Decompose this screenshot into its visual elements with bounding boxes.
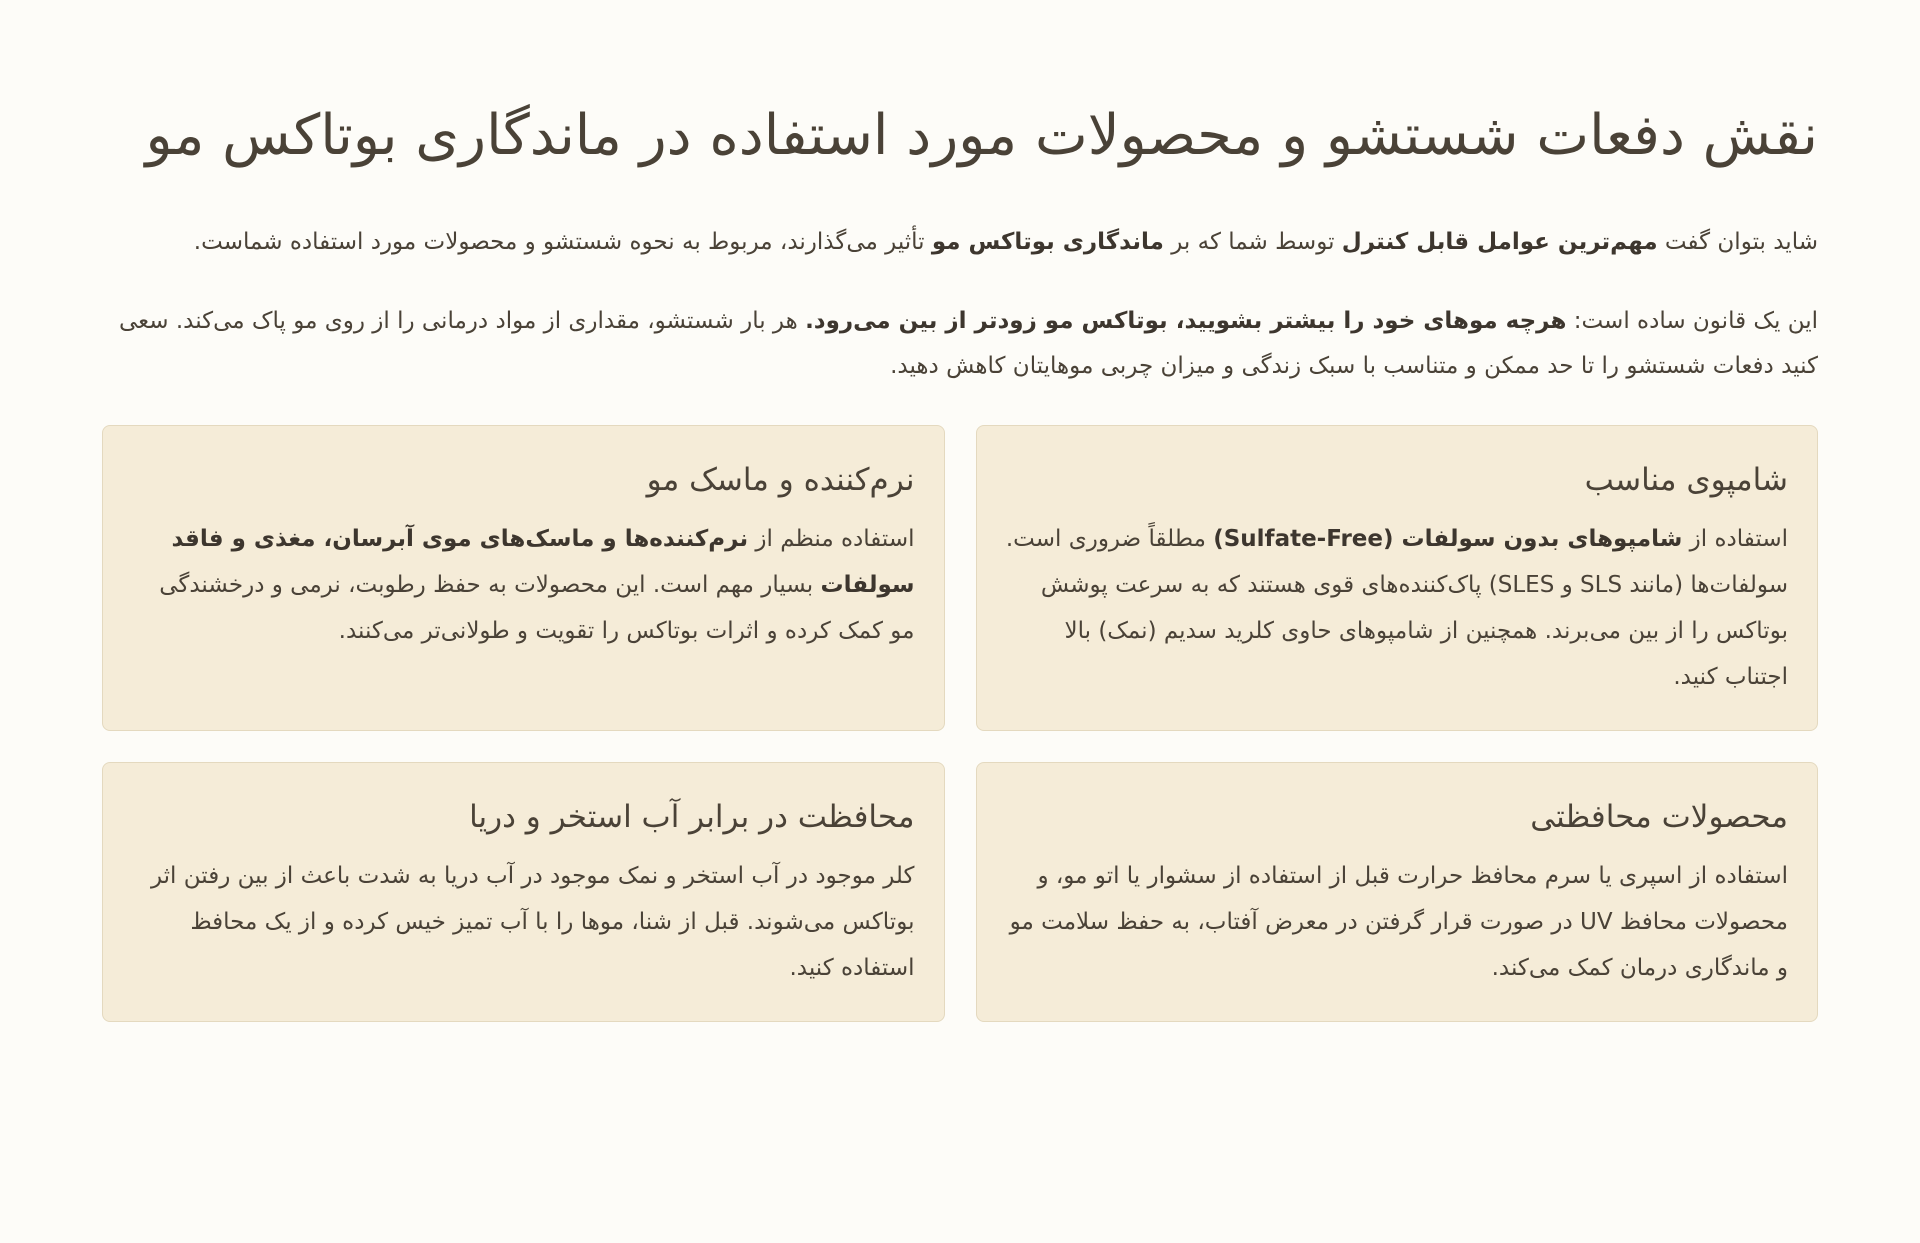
card-title: نرم‌کننده و ماسک مو <box>646 462 915 498</box>
bold-text: شامپوهای بدون سولفات (Sulfate-Free) <box>1213 526 1683 552</box>
text-segment: استفاده از اسپری یا سرم محافظ حرارت قبل از استفاده از سشوار یا اتو مو، و محصولات محافظ UV در صورت قرار گرفتن در معرض آفتاب، به حفظ سلامت مو و ماندگاری درمان کمک می‌کند. <box>1009 863 1788 981</box>
card-body <box>132 516 915 654</box>
card-body <box>1006 853 1789 991</box>
text-segment: استفاده منظم از <box>748 526 915 552</box>
rule-paragraph <box>102 299 1818 389</box>
text-segment: تأثیر می‌گذارند، مربوط به نحوه شستشو و محصولات مورد استفاده شماست. <box>193 229 932 255</box>
bold-text: مهم‌ترین عوامل قابل کنترل <box>1341 229 1658 255</box>
card-shampoo <box>976 425 1819 731</box>
bold-text: ماندگاری بوتاکس مو <box>931 229 1164 255</box>
text-segment: استفاده از <box>1682 526 1788 552</box>
article <box>102 88 1818 1022</box>
text-segment: توسط شما که بر <box>1163 229 1342 255</box>
text-segment: کلر موجود در آب استخر و نمک موجود در آب دریا به شدت باعث از بین رفتن اثر بوتاکس می‌شوند. قبل از شنا، موها را با آب تمیز خیس کرده و از یک محافظ استفاده کنید. <box>150 863 915 981</box>
text-segment: شاید بتوان گفت <box>1657 229 1818 255</box>
text-segment: این یک قانون ساده است: <box>1566 308 1818 334</box>
card-pool-sea-protection <box>102 762 945 1022</box>
tips-grid <box>102 425 1818 1022</box>
text-segment: بسیار مهم است. این محصولات به حفظ رطوبت، نرمی و درخشندگی مو کمک کرده و اثرات بوتاکس را تقویت و طولانی‌تر می‌کنند. <box>159 572 915 644</box>
card-protective-products <box>976 762 1819 1022</box>
intro-paragraph <box>102 220 1818 265</box>
text-segment: هر بار شستشو، مقداری از مواد درمانی را از روی مو پاک می‌کند. سعی کنید دفعات شستشو را تا حد ممکن و متناسب با سبک زندگی و میزان چربی موهایتان کاهش دهید. <box>119 308 1818 379</box>
text-segment: مطلقاً ضروری است. سولفات‌ها (مانند SLS و SLES) پاک‌کننده‌های قوی هستند که به سرعت پوشش بوتاکس را از بین می‌برند. همچنین از شامپوهای حاوی کلرید سدیم (نمک) بالا اجتناب کنید. <box>1005 526 1788 690</box>
card-title: محصولات محافظتی <box>1530 799 1788 835</box>
card-title: شامپوی مناسب <box>1584 462 1788 498</box>
page-title: نقش دفعات شستشو و محصولات مورد استفاده در ماندگاری بوتاکس مو <box>145 103 1818 168</box>
card-body <box>132 853 915 991</box>
bold-text: هرچه موهای خود را بیشتر بشویید، بوتاکس مو زودتر از بین می‌رود. <box>805 308 1567 334</box>
card-body <box>1006 516 1789 700</box>
card-title: محافظت در برابر آب استخر و دریا <box>469 799 915 835</box>
bold-text: نرم‌کننده‌ها و ماسک‌های موی آبرسان، مغذی و فاقد سولفات <box>171 526 915 598</box>
card-conditioner <box>102 425 945 731</box>
